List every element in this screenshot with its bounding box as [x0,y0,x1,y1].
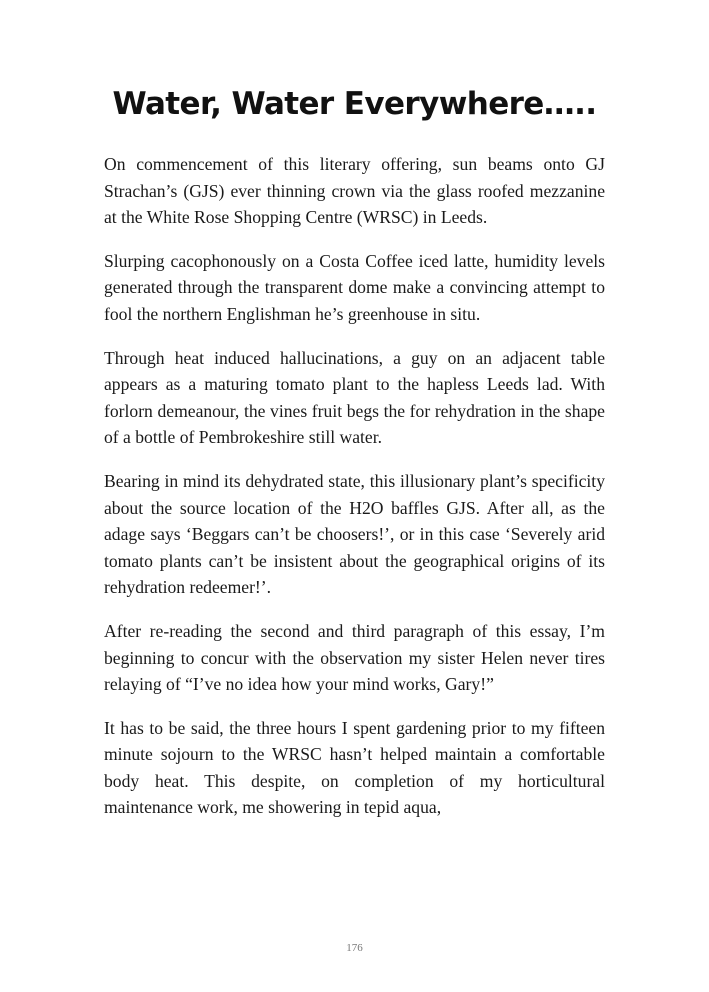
essay-body [104,151,605,838]
paragraph-2: Slurping cacophonously on a Costa Coffee iced latte, humidity levels generated through the transparent dome make a convincing attempt to fool the northern Englishman he’s greenhouse in situ. [104,250,605,324]
paragraph-3: Through heat induced hallucinations, a guy on an adjacent table appears as a maturing tomato plant to the hapless Leeds lad. With forlorn demeanour, the vines fruit begs the for rehydration in the shape of a bottle of Pembrokeshire still water. [104,347,605,448]
page-title: Water, Water Everywhere….. [112,86,597,122]
paragraph-1: On commencement of this literary offering, sun beams onto GJ Strachan’s (GJS) ever thinning crown via the glass roofed mezzanine at the White Rose Shopping Centre (WRSC) in Leeds. [104,154,605,228]
paragraph-5: After re-reading the second and third paragraph of this essay, I’m beginning to concur with the observation my sister Helen never tires relaying of “I’ve no idea how your mind works, Gary!” [104,620,605,695]
page-number: 176 [346,942,363,954]
paragraph-6: It has to be said, the three hours I spent gardening prior to my fifteen minute sojourn to the WRSC hasn’t helped maintain a comfortable body heat. This despite, on completion of my horticultural maintenance work, me showering in tepid aqua, [104,717,605,818]
paragraph-4: Bearing in mind its dehydrated state, this illusionary plant’s specificity about the source location of the H2O baffles GJS. After all, as the adage says ‘Beggars can’t be choosers!’, or in this case ‘Severely arid tomato plants can’t be insistent about the geographical origins of its rehydration redeemer!’. [104,470,605,598]
